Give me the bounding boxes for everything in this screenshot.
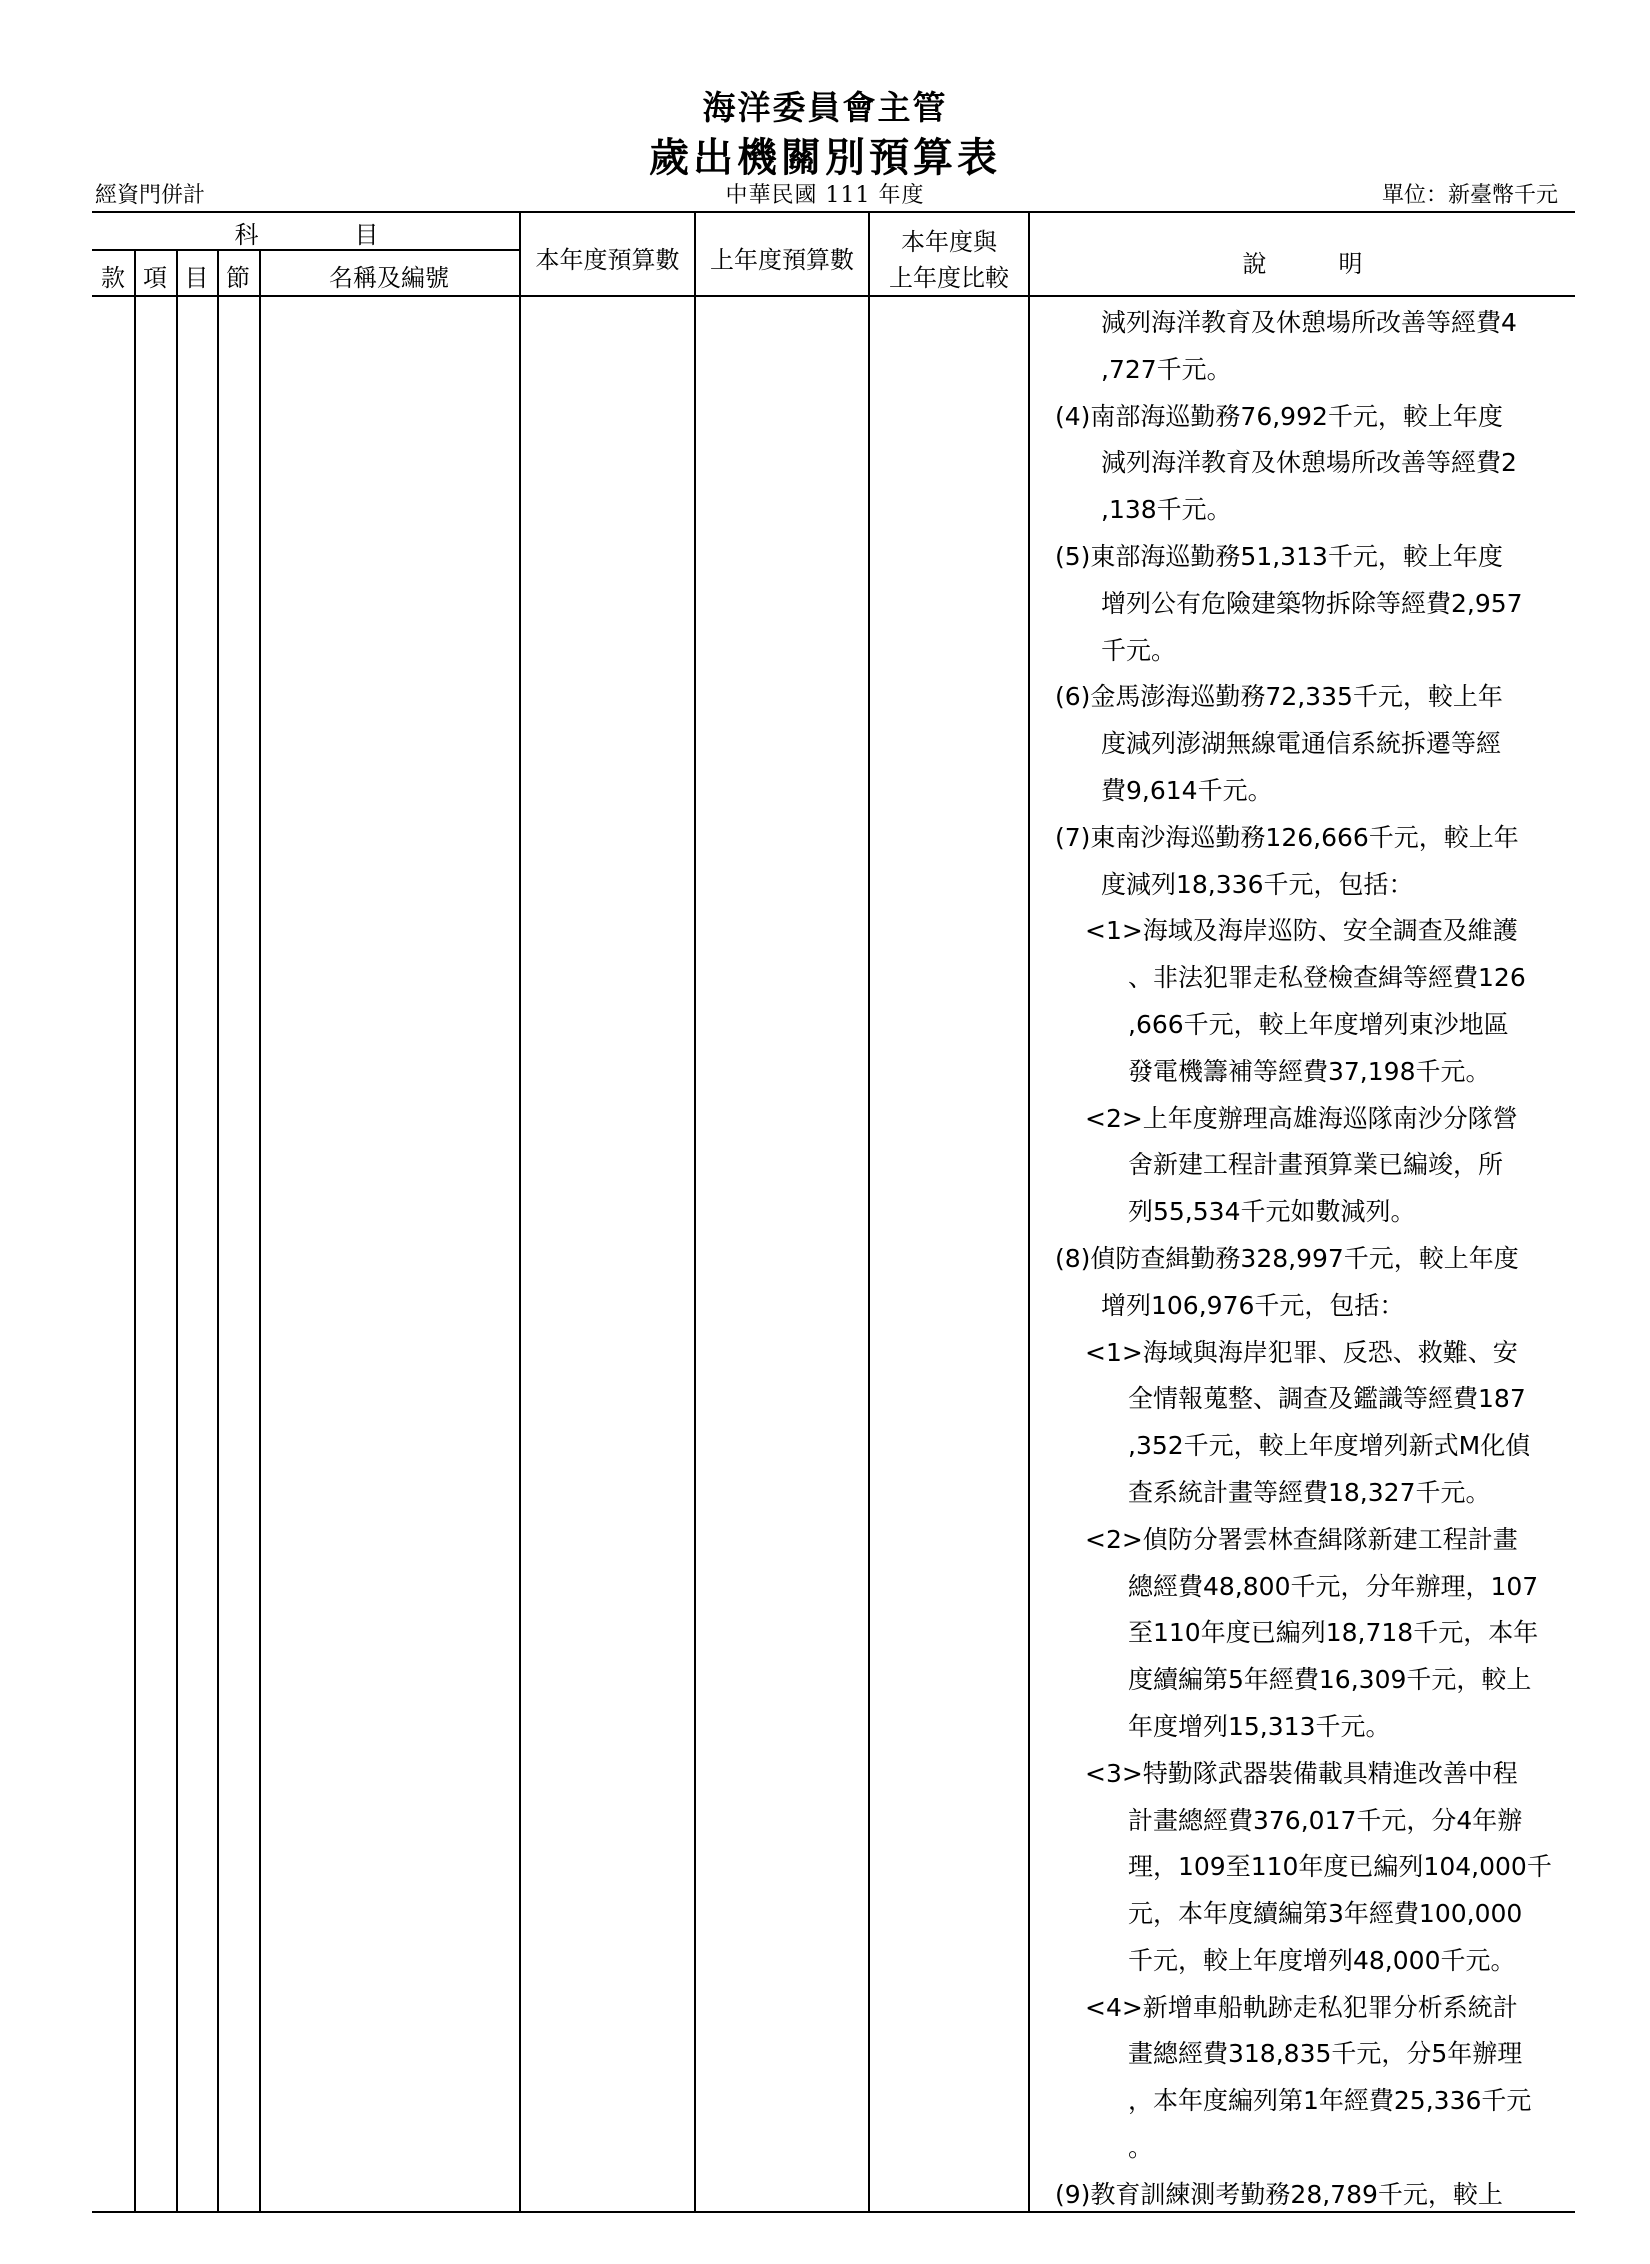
col-divider-jie — [259, 249, 261, 2212]
header-kuan: 款 — [101, 264, 125, 292]
table-top-border — [92, 211, 1575, 213]
unit-label: 單位：新臺幣千元 — [1381, 183, 1558, 208]
description-line: 理，109至110年度已編列104,000千 — [1128, 1852, 1552, 1882]
description-line: 全情報蒐整、調查及鑑識等經費187 — [1128, 1384, 1526, 1414]
description-line: 增列公有危險建築物拆除等經費2,957 — [1101, 588, 1523, 618]
explanation-text — [1055, 300, 1575, 2219]
description-line: <2>上年度辦理高雄海巡隊南沙分隊營 — [1085, 1103, 1518, 1133]
description-line: 度減列澎湖無線電通信系統拆遷等經 — [1101, 729, 1502, 759]
description-line: 、非法犯罪走私登檢查緝等經費126 — [1128, 963, 1526, 993]
col-divider-xiang — [176, 249, 178, 2212]
header-xiang: 項 — [143, 264, 167, 292]
description-line: 千元，較上年度增列48,000千元。 — [1128, 1945, 1516, 1975]
header-mu: 目 — [184, 264, 209, 292]
description-line: 舍新建工程計畫預算業已編竣，所 — [1128, 1150, 1504, 1180]
col-divider-name — [519, 211, 521, 2212]
description-line: 發電機籌補等經費37,198千元。 — [1128, 1056, 1491, 1086]
header-previous-budget: 上年度預算數 — [710, 246, 854, 274]
description-line: (8)偵防查緝勤務328,997千元，較上年度 — [1055, 1243, 1519, 1273]
description-line: (7)東南沙海巡勤務126,666千元，較上年 — [1055, 822, 1519, 852]
description-line: 畫總經費318,835千元，分5年辦理 — [1128, 2039, 1523, 2069]
description-line: 。 — [1128, 2133, 1154, 2163]
description-line: (6)金馬澎海巡勤務72,335千元，較上年 — [1055, 682, 1503, 712]
header-bottom-border — [92, 295, 1575, 297]
header-subject: 科 目 — [234, 221, 379, 249]
col-divider-mu — [217, 249, 219, 2212]
header-comparison-line2: 上年度比較 — [889, 264, 1009, 292]
description-line: (9)教育訓練測考勤務28,789千元，較上 — [1055, 2179, 1503, 2209]
header-comparison-line1: 本年度與 — [901, 228, 997, 256]
header-name-code: 名稱及編號 — [329, 264, 449, 292]
header-jie: 節 — [226, 264, 250, 292]
description-line: 列55,534千元如數減列。 — [1128, 1197, 1416, 1227]
page-subtitle: 歲出機關別預算表 — [649, 134, 1001, 181]
description-line: 費9,614千元。 — [1101, 775, 1273, 805]
description-line: <2>偵防分署雲林查緝隊新建工程計畫 — [1085, 1524, 1518, 1554]
description-line: 計畫總經費376,017千元，分4年辦 — [1128, 1805, 1523, 1835]
description-line: 減列海洋教育及休憩場所改善等經費2 — [1101, 448, 1517, 478]
description-line: ,727千元。 — [1101, 354, 1232, 384]
description-line: 增列106,976千元，包括： — [1101, 1290, 1405, 1320]
description-line: 年度增列15,313千元。 — [1128, 1711, 1391, 1741]
col-divider-current — [694, 211, 696, 2212]
description-line: 查系統計畫等經費18,327千元。 — [1128, 1477, 1491, 1507]
funding-type-label: 經資門併計 — [95, 183, 206, 208]
header-explanation: 說 明 — [1242, 250, 1363, 278]
description-line: 度續編第5年經費16,309千元，較上 — [1128, 1665, 1532, 1695]
description-line: <4>新增車船軌跡走私犯罪分析系統計 — [1085, 1992, 1518, 2022]
description-line: 總經費48,800千元，分年辦理，107 — [1128, 1571, 1539, 1601]
description-line: (4)南部海巡勤務76,992千元，較上年度 — [1055, 401, 1503, 431]
description-line: <3>特勤隊武器裝備載具精進改善中程 — [1085, 1758, 1518, 1788]
description-line: ，本年度編列第1年經費25,336千元 — [1128, 2086, 1532, 2116]
description-line: 至110年度已編列18,718千元，本年 — [1128, 1618, 1539, 1648]
description-line: ,666千元，較上年度增列東沙地區 — [1128, 1009, 1509, 1039]
header-current-budget: 本年度預算數 — [535, 246, 680, 274]
description-line: (5)東部海巡勤務51,313千元，較上年度 — [1055, 541, 1503, 571]
description-line: ,352千元，較上年度增列新式M化偵 — [1128, 1431, 1531, 1461]
page-title: 海洋委員會主管 — [702, 88, 948, 127]
fiscal-year-label: 中華民國 111 年度 — [725, 183, 925, 208]
description-line: <1>海域及海岸巡防、安全調查及維護 — [1085, 916, 1518, 946]
col-divider-kuan — [134, 249, 136, 2212]
description-line: 元，本年度續編第3年經費100,000 — [1128, 1899, 1523, 1929]
description-line: 千元。 — [1101, 635, 1177, 665]
description-line: 度減列18,336千元，包括： — [1101, 869, 1414, 899]
description-line: 減列海洋教育及休憩場所改善等經費4 — [1101, 308, 1517, 337]
col-divider-previous — [868, 211, 870, 2212]
col-divider-comparison — [1028, 211, 1030, 2212]
description-line: ,138千元。 — [1101, 495, 1232, 525]
description-line: <1>海域與海岸犯罪、反恐、救難、安 — [1085, 1337, 1518, 1367]
